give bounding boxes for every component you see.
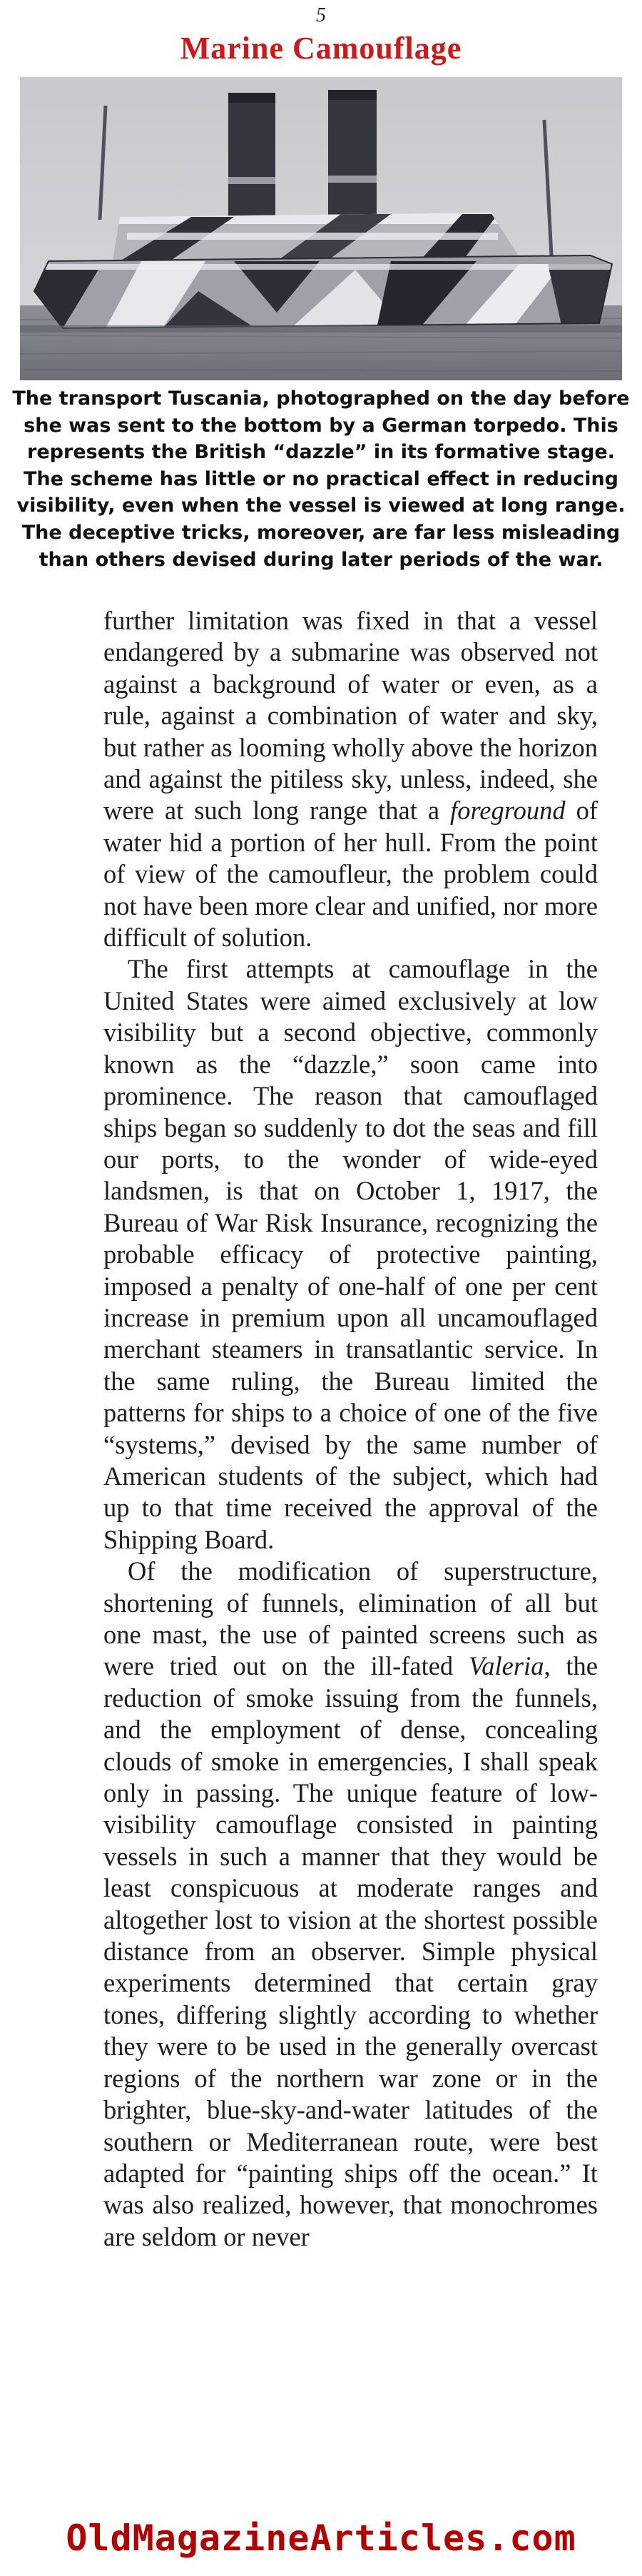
emphasis-ship-name: Valeria	[469, 1651, 544, 1681]
paragraph-text: further limitation was fixed in that a vessel endangered by a submarine was observed not against a background of water or even, as a rule, against a combination of water and sky, but rather as looming wholly above the horizon and against the pitiless sky, unless, indeed, she were at such long range that a	[103, 606, 598, 826]
paragraph-text: of water hid a portion of her hull. From the point of view of the camoufleur, the problem could not have been more clear and unified, nor more difficult of solution.	[103, 796, 598, 953]
paragraph-text: , the reduction of smoke issuing from the funnels, and the employment of dense, concealing clouds of smoke in emergencies, I shall speak only in passing. The unique feature of low-visibility camouflage consisted in painting vessels in such a manner that they would be least conspicuous at moderate ranges and altogether lost to vision at the shortest possible distance from an observer. Simple physical experiments determined that certain gray tones, differing slightly according to whether they were to be used in the generally overcast regions of the northern war zone or in the brighter, blue-sky-and-water latitudes of the southern or Mediterranean route, were best adapted for “painting ships off the ocean.” It was also realized, however, that monochromes are seldom or never	[103, 1651, 598, 2251]
ship-photo	[20, 77, 622, 380]
photo-caption: The transport Tuscania, photographed on the day before she was sent to the bottom by a German torpedo. This represents the British “dazzle” in its formative stage. The scheme has little or no practical effect in reducing visibility, even when the vessel is viewed at long range. The deceptive tricks, moreover, are far less misleading than others devised during later periods of the war.	[12, 387, 630, 571]
article-paragraph-2: The first attempts at camouflage in the United States were aimed exclusively at low visibility but a second objective, commonly known as the “dazzle,” soon came into prominence. The reason that camouflaged ships began so suddenly to dot the seas and fill our ports, to the wonder of wide-eyed landsmen, is that on October 1, 1917, the Bureau of War Risk Insurance, recognizing the probable efficacy of protective painting, imposed a penalty of one-half of one per cent increase in premium upon all uncamouflaged merchant steamers in transatlantic service. In the same ruling, the Bureau limited the patterns for ships to a choice of one of the five “systems,” devised by the same number of American students of the subject, which had up to that time received the approval of the Shipping Board.	[103, 954, 598, 1554]
article-title: Marine Camouflage	[180, 31, 462, 66]
article-paragraph-3	[103, 1556, 598, 2253]
page-number: 5	[316, 4, 326, 26]
article-paragraph-1	[103, 605, 598, 953]
paragraph-text: Of the modification of superstructure, shortening of funnels, elimination of all but one mast, the use of painted screens such as were tried out on the ill-fated	[103, 1556, 598, 1681]
article-body	[103, 605, 598, 2253]
dazzle-ship-image	[20, 77, 622, 380]
emphasis-foreground: foreground	[450, 796, 566, 826]
source-watermark: OldMagazineArticles.com	[66, 2517, 576, 2559]
